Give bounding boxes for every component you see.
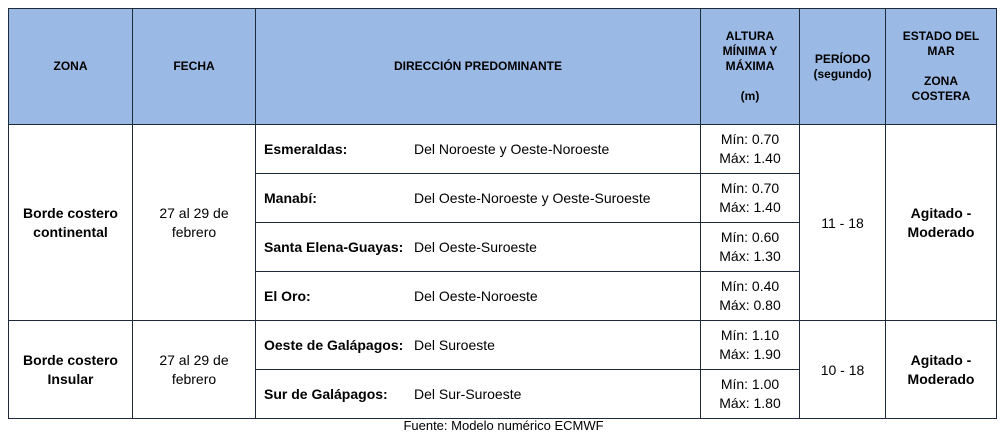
sea-state-cell: Agitado - Moderado <box>886 125 997 321</box>
source-caption: Fuente: Modelo numérico ECMWF <box>403 418 604 433</box>
period-cell: 10 - 18 <box>800 321 886 419</box>
height-cell: Mín: 0.70 Máx: 1.40 <box>701 174 800 223</box>
place-label: Oeste de Galápagos: <box>264 337 404 353</box>
direction-cell <box>256 370 701 419</box>
direction-cell <box>256 174 701 223</box>
header-altura: ALTURA MÍNIMA Y MÁXIMA (m) <box>701 9 800 125</box>
table-row <box>9 125 997 174</box>
direction-text: Del Suroeste <box>414 337 495 353</box>
direction-cell <box>256 321 701 370</box>
direction-cell <box>256 223 701 272</box>
date-cell: 27 al 29 de febrero <box>133 321 256 419</box>
height-cell: Mín: 0.40 Máx: 0.80 <box>701 272 800 321</box>
header-direccion: DIRECCIÓN PREDOMINANTE <box>256 9 701 125</box>
place-label: Sur de Galápagos: <box>264 386 388 402</box>
header-fecha: FECHA <box>133 9 256 125</box>
header-zona: ZONA <box>9 9 133 125</box>
direction-cell <box>256 272 701 321</box>
header-row <box>9 9 997 125</box>
direction-text: Del Oeste-Noroeste y Oeste-Suroeste <box>414 190 651 206</box>
height-cell: Mín: 0.60 Máx: 1.30 <box>701 223 800 272</box>
place-label: El Oro: <box>264 288 311 304</box>
place-label: Santa Elena-Guayas: <box>264 239 404 255</box>
direction-text: Del Sur-Suroeste <box>414 386 522 402</box>
sea-state-cell: Agitado - Moderado <box>886 321 997 419</box>
height-cell: Mín: 1.10 Máx: 1.90 <box>701 321 800 370</box>
direction-text: Del Oeste-Suroeste <box>414 239 537 255</box>
table-row <box>9 321 997 370</box>
date-cell: 27 al 29 de febrero <box>133 125 256 321</box>
height-cell: Mín: 0.70 Máx: 1.40 <box>701 125 800 174</box>
direction-text: Del Noroeste y Oeste-Noroeste <box>414 141 610 157</box>
zone-cell: Borde costero continental <box>9 125 133 321</box>
header-estado: ESTADO DEL MAR ZONA COSTERA <box>886 9 997 125</box>
place-label: Esmeraldas: <box>264 141 348 157</box>
wave-forecast-table <box>8 8 997 419</box>
period-cell: 11 - 18 <box>800 125 886 321</box>
direction-cell <box>256 125 701 174</box>
header-periodo: PERÍODO (segundo) <box>800 9 886 125</box>
direction-text: Del Oeste-Noroeste <box>414 288 538 304</box>
place-label: Manabí: <box>264 190 317 206</box>
height-cell: Mín: 1.00 Máx: 1.80 <box>701 370 800 419</box>
zone-cell: Borde costero Insular <box>9 321 133 419</box>
